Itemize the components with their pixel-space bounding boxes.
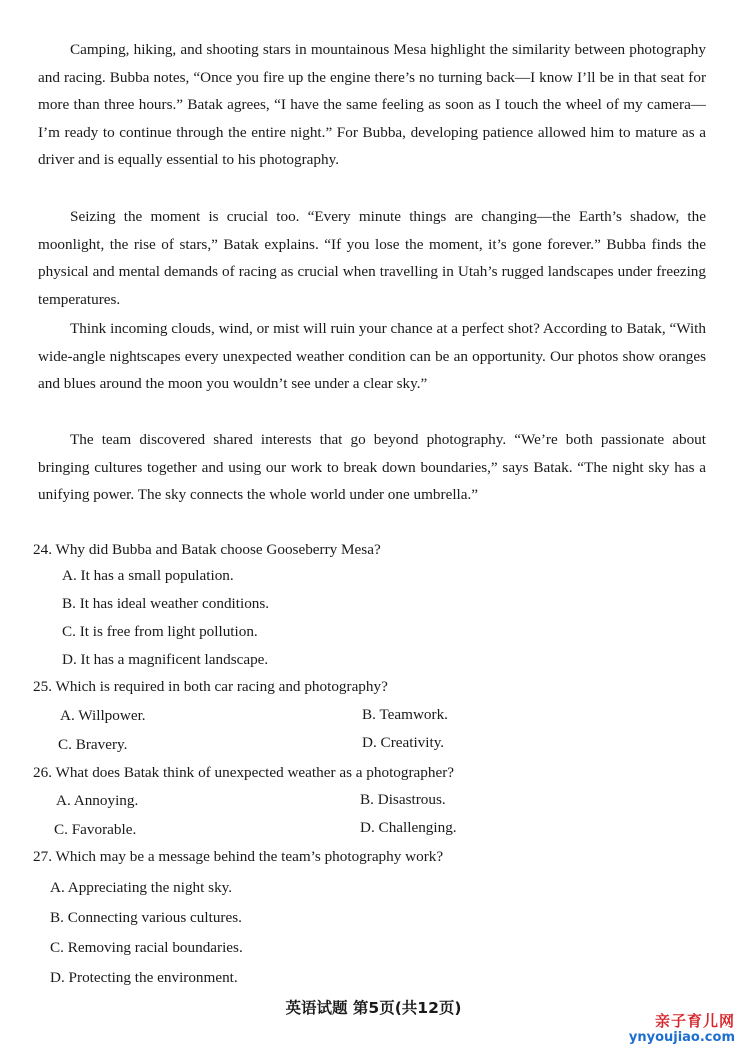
question-25-stem: 25. Which is required in both car racing and photography?: [33, 678, 388, 695]
passage-paragraph-4: The team discovered shared interests that go beyond photography. “We’re both passionate about bringing cultures together and using our work to break down boundaries,” says Batak. “The night sky has a unifying power. The sky connects the whole world under one umbrella.”: [38, 431, 706, 504]
question-27-stem: 27. Which may be a message behind the team’s photography work?: [33, 848, 444, 865]
question-26-option-a: A. Annoying.: [56, 792, 139, 809]
page-footer: 英语试题 第5页(共12页): [285, 999, 462, 1017]
question-24-stem: 24. Why did Bubba and Batak choose Gooseberry Mesa?: [33, 541, 381, 558]
question-25-option-b: B. Teamwork.: [362, 706, 448, 723]
question-26-stem: 26. What does Batak think of unexpected weather as a photographer?: [33, 764, 455, 781]
question-27-option-b: B. Connecting various cultures.: [50, 909, 242, 926]
watermark-chinese: 亲子育儿网: [654, 1012, 735, 1030]
question-26-option-d: D. Challenging.: [360, 819, 457, 836]
passage-paragraph-1: Camping, hiking, and shooting stars in mountainous Mesa highlight the similarity between photography and racing. Bubba notes, “Once you fire up the engine there’s no turning back—I know I’ll be in that seat for more than three hours.” Batak agrees, “I have the same feeling as soon as I touch the wheel of my camera—I’m ready to continue through the entire night.” For Bubba, developing patience allowed him to mature as a driver and is equally essential to his photography.: [38, 41, 706, 169]
question-26-option-b: B. Disastrous.: [360, 791, 446, 808]
passage-paragraph-2: Seizing the moment is crucial too. “Every minute things are changing—the Earth’s shadow, the moonlight, the rise of stars,” Batak explains. “If you lose the moment, it’s gone forever.” Bubba finds the physical and mental demands of racing as crucial when travelling in Utah’s rugged landscapes under freezing temperatures.: [38, 208, 706, 308]
question-27-option-c: C. Removing racial boundaries.: [50, 939, 243, 956]
question-27-option-a: A. Appreciating the night sky.: [50, 879, 233, 896]
site-watermark: [629, 1012, 735, 1046]
question-24-option-a: A. It has a small population.: [62, 567, 234, 584]
question-25-option-a: A. Willpower.: [60, 707, 146, 724]
question-26-option-c: C. Favorable.: [54, 821, 137, 838]
question-27-option-d: D. Protecting the environment.: [50, 969, 238, 986]
question-24-option-b: B. It has ideal weather conditions.: [62, 595, 270, 612]
passage-paragraph-3: Think incoming clouds, wind, or mist will ruin your chance at a perfect shot? According to Batak, “With wide-angle nightscapes every unexpected weather condition can be an opportunity. Our photos show oranges and blues around the moon you wouldn’t see under a clear sky.”: [38, 320, 706, 393]
question-25-option-c: C. Bravery.: [58, 736, 128, 753]
question-24-option-c: C. It is free from light pollution.: [62, 623, 258, 640]
question-24-option-d: D. It has a magnificent landscape.: [62, 651, 269, 668]
watermark-url: ynyoujiao.com: [628, 1030, 735, 1045]
question-25-option-d: D. Creativity.: [362, 734, 445, 751]
